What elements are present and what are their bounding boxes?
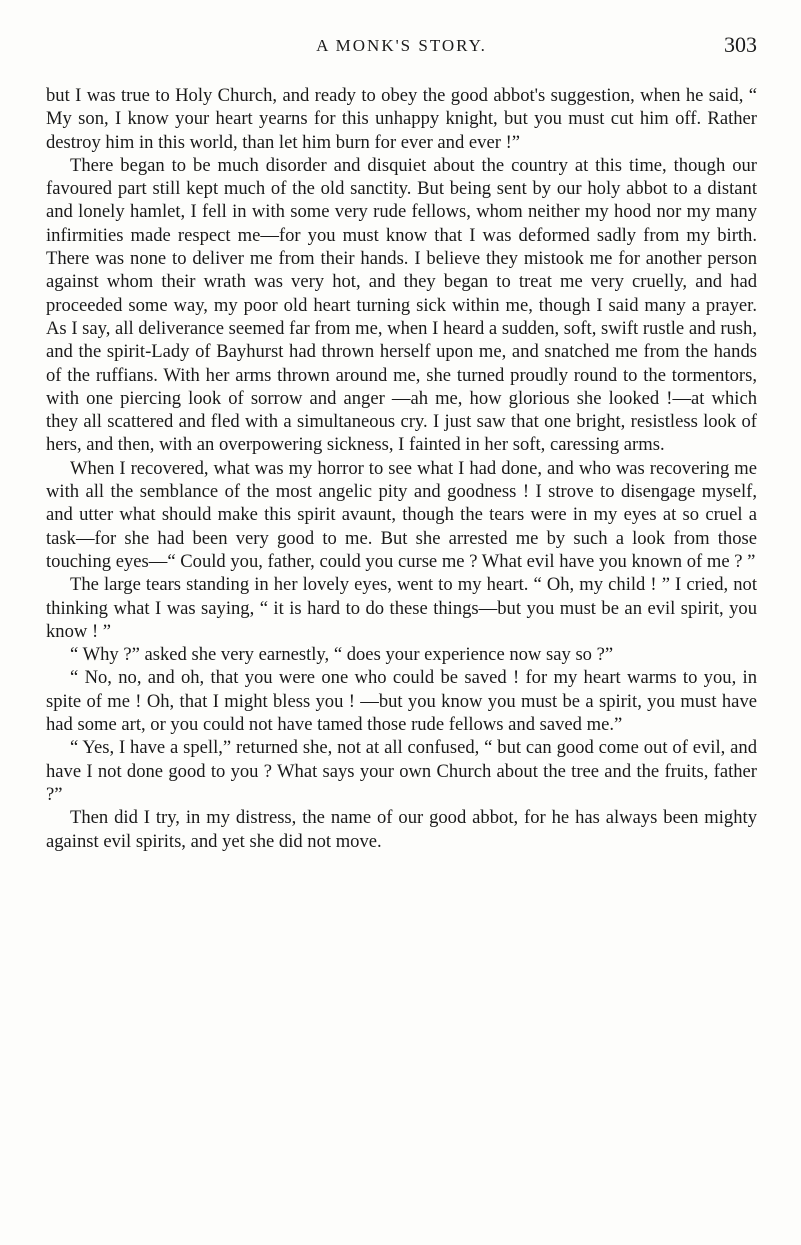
paragraph: but I was true to Holy Church, and ready to obey the good abbot's suggestion, when he said, “ My son, I know your heart yearns for this unhappy knight, but you must cut him off. Rather destroy him in this world, than let him burn for ever and ever !” [46,85,757,153]
paragraph: The large tears standing in her lovely eyes, went to my heart. “ Oh, my child ! ” I cried, not thinking what I was saying, “ it is hard to do these things—but you must be an evil spirit, you know ! ” [46,574,757,642]
paragraph: When I recovered, what was my horror to see what I had done, and who was recovering me with all the semblance of the most angelic pity and goodness ! I strove to disengage myself, and utter what should make this spirit avaunt, though the tears were in my eyes at so cruel a task—for she had been very good to me. But she arrested me by such a look from those touching eyes—“ Could you, father, could you curse me ? What evil have you known of me ? ” [46,457,757,572]
paragraph: Then did I try, in my distress, the name of our good abbot, for he has always been mighty against evil spirits, and yet she did not move. [46,807,757,852]
paragraph: “ Yes, I have a spell,” returned she, not at all confused, “ but can good come out of evil, and have I not done good to you ? What says your own Church about the tree and the fruits, father ?” [46,737,757,805]
page-header [46,30,757,62]
paragraph: “ No, no, and oh, that you were one who could be saved ! for my heart warms to you, in spite of me ! Oh, that I might bless you ! —but you know you must be a spirit, you must have had some art, or you could not have tamed those rude fellows and saved me.” [46,667,757,736]
paragraph: There began to be much disorder and disquiet about the country at this time, though our favoured part still kept much of the old sanctity. But being sent by our holy abbot to a distant and lonely hamlet, I fell in with some very rude fellows, whom neither my hood nor my many infirmities made respect me—for you must know that I was deformed sadly from my birth. There was none to deliver me from their hands. I believe they mistook me for another person against whom their wrath was very hot, and they began to treat me very cruelly, and had proceeded some way, my poor old heart turning sick within me, though I said many a prayer. As I say, all deliverance seemed far from me, when I heard a sudden, soft, swift rustle and rush, and the spirit-Lady of Bayhurst had thrown herself upon me, and snatched me from the hands of the ruffians. With her arms thrown around me, she turned proudly round to the tormentors, with one piercing look of sorrow and anger —ah me, how glorious she looked !—at which they all scattered and fled with a simultaneous cry. I just saw that one bright, resistless look of hers, and then, with an overpowering sickness, I fainted in her soft, caressing arms. [46,154,757,456]
body-text [46,84,757,853]
paragraph: “ Why ?” asked she very earnestly, “ does your experience now say so ?” [70,644,614,666]
page-number: 303 [724,32,757,57]
running-title: A MONK'S STORY. [316,36,487,55]
